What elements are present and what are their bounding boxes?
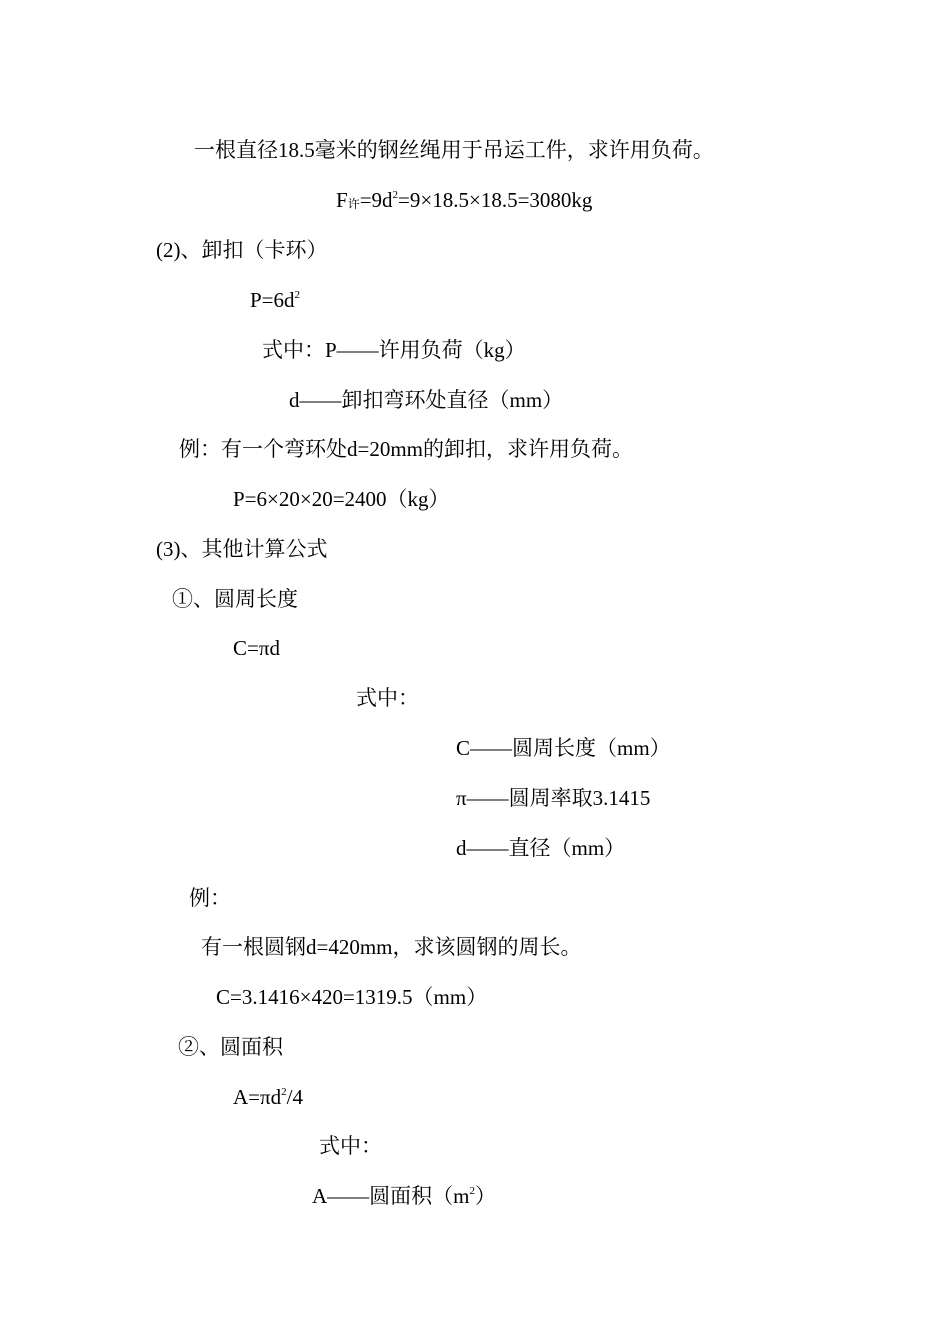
definition-c: C——圆周长度（mm）: [456, 736, 671, 760]
subheading-circumference: ①、圆周长度: [172, 587, 298, 611]
example-wire-rope: 一根直径18.5毫米的钢丝绳用于吊运工件，求许用负荷。: [194, 138, 714, 162]
example-label: 例：: [189, 886, 231, 910]
formula-subscript: 许: [347, 197, 360, 211]
example-round-steel: 有一根圆钢d=420mm，求该圆钢的周长。: [201, 935, 582, 959]
formula-lhs: F: [336, 188, 348, 212]
formula-circumference: C=πd: [233, 636, 280, 660]
definition-d-shackle: d——卸扣弯环处直径（mm）: [289, 388, 564, 412]
formula-wire-rope-load: [336, 188, 592, 212]
formula-part: P=6d: [250, 288, 295, 312]
formula-circle-area: [233, 1085, 303, 1109]
formula-exponent: 2: [392, 189, 399, 201]
definition-exponent: 2: [469, 1185, 475, 1197]
where-label-circumference: 式中：: [356, 686, 419, 710]
formula-shackle-load: [250, 288, 300, 312]
definition-pi: π——圆周率取3.1415: [456, 786, 651, 810]
formula-exponent: 2: [294, 289, 301, 301]
definition-d-diameter: d——直径（mm）: [456, 836, 626, 860]
example-shackle: 例：有一个弯环处d=20mm的卸扣，求许用负荷。: [179, 437, 634, 461]
definition-part: A——圆面积（m: [312, 1184, 470, 1208]
section-heading-other-formulas: (3)、其他计算公式: [156, 537, 328, 561]
subheading-circle-area: ②、圆面积: [178, 1035, 283, 1059]
definition-a: [312, 1184, 496, 1208]
where-label-area: 式中：: [319, 1134, 382, 1158]
definition-p: 式中：P——许用负荷（kg）: [262, 338, 526, 362]
calculation-circumference: C=3.1416×420=1319.5（mm）: [216, 985, 488, 1009]
section-heading-shackle: (2)、卸扣（卡环）: [156, 238, 328, 262]
formula-part: =9d: [359, 188, 393, 212]
formula-part: /4: [286, 1085, 303, 1109]
definition-part: ）: [475, 1184, 496, 1208]
formula-part: A=πd: [233, 1085, 282, 1109]
formula-part: =9×18.5×18.5=3080kg: [398, 188, 593, 212]
calculation-shackle: P=6×20×20=2400（kg）: [233, 487, 450, 511]
formula-exponent: 2: [281, 1086, 287, 1098]
